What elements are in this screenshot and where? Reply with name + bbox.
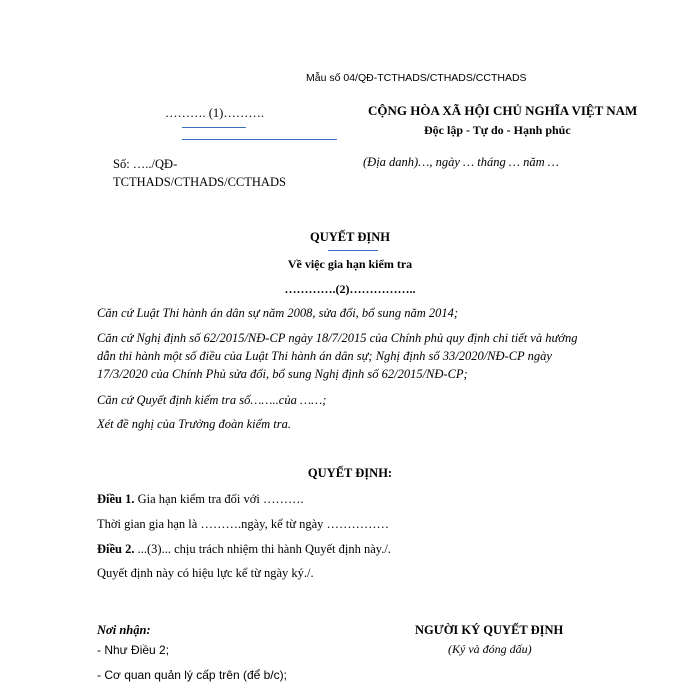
form-number: Mẫu số 04/QĐ-TCTHADS/CTHADS/CCTHADS (306, 72, 527, 84)
article-1-duration: Thời gian gia hạn là ……….ngày, kể từ ngày …………… (97, 517, 390, 531)
recipient-item-1: - Như Điều 2; (97, 643, 170, 657)
decision-heading: QUYẾT ĐỊNH: (307, 466, 393, 480)
legal-basis-4: Xét đề nghị của Trưởng đoàn kiểm tra. (97, 417, 292, 431)
recipients-heading: Nơi nhận: (97, 623, 151, 637)
signer-title: NGƯỜI KÝ QUYẾT ĐỊNH (415, 623, 564, 637)
legal-basis-2-line2: dẫn thi hành một số điều của Luật Thi hành án dân sự; Nghị định số 33/2020/NĐ-CP ngày (97, 349, 552, 363)
article-1 (97, 492, 304, 507)
article-2-label: Điều 2. (97, 542, 135, 556)
article-1-label: Điều 1. (97, 492, 135, 506)
legal-basis-2-line1: Căn cứ Nghị định số 62/2015/NĐ-CP ngày 18/7/2015 của Chính phủ quy định chi tiết và hướng (97, 331, 578, 345)
issuing-authority: ………….(2)…………….. (284, 282, 416, 296)
national-motto: Độc lập - Tự do - Hạnh phúc (424, 123, 571, 137)
effective-clause: Quyết định này có hiệu lực kể từ ngày ký./. (97, 566, 314, 580)
article-2-text: ...(3)... chịu trách nhiệm thi hành Quyết định này./. (134, 542, 391, 556)
issuing-organization: ………. (1)………. (165, 106, 264, 120)
legal-basis-2-line3: 17/3/2020 của Chính Phủ sửa đổi, bổ sung Nghị định số 62/2015/NĐ-CP; (97, 367, 468, 381)
title-underline (328, 250, 378, 251)
legal-basis-1: Căn cứ Luật Thi hành án dân sự năm 2008, sửa đổi, bổ sung năm 2014; (97, 306, 459, 320)
decision-subject: Về việc gia hạn kiểm tra (287, 257, 413, 271)
org-underline (182, 127, 246, 128)
org-divider-line (182, 139, 337, 140)
recipient-item-2: - Cơ quan quản lý cấp trên (để b/c); (97, 668, 287, 682)
place-and-date: (Địa danh)…, ngày … tháng … năm … (363, 155, 559, 169)
article-2 (97, 542, 391, 557)
document-number: Số: …../QĐ-TCTHADS/CTHADS/CCTHADS (113, 157, 286, 189)
legal-basis-3: Căn cứ Quyết định kiểm tra số……..của ……; (97, 393, 327, 407)
signature-note: (Ký và đóng dấu) (448, 642, 532, 656)
article-1-text: Gia hạn kiểm tra đối với ………. (134, 492, 304, 506)
decision-title: QUYẾT ĐỊNH (310, 230, 390, 244)
national-title: CỘNG HÒA XÃ HỘI CHỦ NGHĨA VIỆT NAM (368, 103, 638, 118)
